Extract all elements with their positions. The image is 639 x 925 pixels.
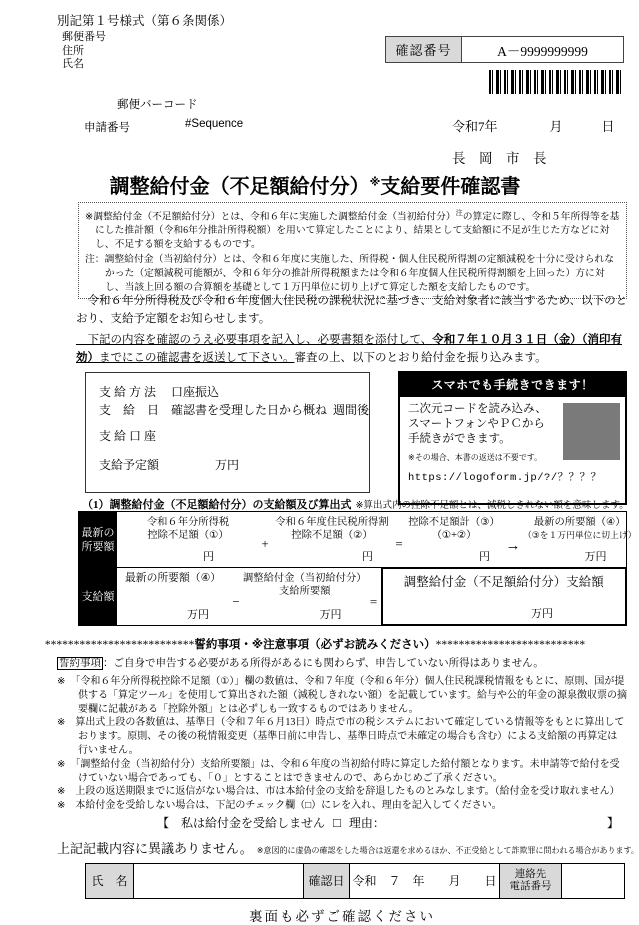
barcode [489, 70, 621, 94]
note-item-1: ※ 「令和６年分所得税控除不足額（①）」欄の数値は、令和７年度（令和６年分）個人住民税課税情報をもとに、原則、国が提供する「算定ツール」を使用して算出された額（減税しきれない額）を記載しています。給与や公的年金の源泉徴収票の摘要欄に記載がある「控除外額」とは必ずしも一致するものではありません。 [57, 676, 627, 715]
smartphone-box-body [400, 397, 625, 465]
calc-c3-title-2: （①+②） [431, 530, 477, 541]
equals-operator-2: = [369, 594, 378, 609]
plus-operator: + [261, 536, 269, 551]
qr-instruction-line-1: 二次元コードを読み込み、 [408, 403, 547, 415]
instruction-paragraph [76, 331, 629, 367]
calc-heading-note: ※算出式内の控除不足額とは、減税しきれない額を意味します。 [355, 501, 629, 511]
note-item-5: ※ 本給付金を受給しない場合は、下記のチェック欄（□）にレを入れ、理由を記入してください。 [57, 800, 502, 812]
calc-r2c2-title-2: 支給所要額 [279, 586, 331, 597]
payment-info-box [85, 372, 370, 493]
calc-c2-unit: 円 [362, 551, 373, 563]
calc-c4-title [523, 516, 636, 542]
payment-account-label: 支 給 口 座 [99, 429, 157, 443]
title-pre: 調整給付金（不足額給付分） [109, 176, 370, 198]
calc-latest-required-ref-cell [117, 568, 229, 625]
payment-account-row [99, 427, 369, 445]
arrow-icon: → [505, 538, 521, 554]
confirmation-number-label: 確認番号 [386, 37, 462, 62]
footer-reminder: 裏面も必ずご確認ください [249, 908, 435, 924]
calc-c4-unit: 万円 [584, 551, 607, 563]
payment-method-label: 支 給 方 法 [99, 385, 157, 399]
calc-row2-label-text: 支給額 [81, 590, 115, 603]
notes-section-header [0, 636, 630, 652]
contact-phone-input[interactable] [562, 864, 624, 898]
calc-c1-title [117, 516, 259, 542]
calc-c1-title-2: 控除不足額（①） [147, 530, 229, 541]
calc-result-unit: 万円 [531, 608, 553, 620]
calc-c3-title [405, 516, 503, 542]
page-title [0, 170, 630, 199]
confirm-date-input[interactable]: 令和 ７ 年 月 日 [350, 864, 500, 898]
notes-header-title: 誓約事項・※注意事項（必ずお読みください） [194, 639, 436, 651]
payment-amount-label: 支給予定額 [99, 458, 160, 472]
application-number-label: 申請番号 [84, 122, 130, 134]
recipient-block [62, 31, 106, 72]
definition-p1-rest: の算定に際し、令和５年所得等を基にした推計額（令和6年分推計所得税額）を用いて算定したことにより、結果として支給額に不足が生じた方などに対し、不足する額を支給するものです。 [95, 211, 620, 251]
title-sup: ※ [369, 176, 381, 189]
agreement-note: ※意図的に虚偽の確認をした場合は返還を求めるほか、不正受給として詐欺罪に問われる場合があります。 [256, 845, 639, 855]
mayor-signature: 長 岡 市 長 [452, 151, 547, 166]
calc-c4-title-1: 最新の所要額（④） [533, 517, 626, 528]
qr-code [563, 403, 620, 460]
calc-c4-title-2: （③を１万円単位に切上げ） [523, 530, 637, 540]
payment-amount-unit: 万円 [215, 458, 240, 472]
qr-note: ※その場合、本書の返送は不要です。 [408, 453, 543, 462]
decline-row [57, 814, 627, 831]
title-post: 支給要件確認書 [380, 176, 521, 198]
calc-r2c1-title: 最新の所要額（④） [125, 572, 222, 584]
signer-name-label: 氏 名 [86, 864, 134, 898]
instruction-underline-1: 下記の内容を確認のうえ必要事項を記入し、必要書類を添付して、 [76, 334, 433, 346]
decline-close-bracket: 】 [606, 815, 619, 830]
confirm-date-label: 確認日 [304, 864, 350, 898]
pledge-text: ：ご自身で申告する必要がある所得があるにも関わらず、申告していない所得はありません。 [103, 658, 544, 669]
qr-instruction-line-3: 手続きができます。 [408, 433, 511, 445]
calc-c2-title [271, 516, 393, 542]
calc-initial-benefit-cell [243, 568, 367, 625]
calc-table [78, 511, 637, 626]
calc-c3-unit: 円 [479, 551, 490, 563]
calc-r2c2-unit: 万円 [319, 609, 342, 621]
stars-right: ************************** [435, 639, 586, 651]
calc-heading-text: （1）調整給付金（不足額給付分）の支給額及び算出式 [82, 499, 352, 511]
decline-reason-label: 理由： [348, 815, 385, 830]
calc-row1-label-line1: 最新の [81, 526, 115, 539]
pledge-line [57, 655, 627, 670]
calc-r2c2-title-1: 調整給付金（当初給付分） [243, 573, 367, 584]
form-number: 別記第１号様式（第６条関係） [57, 14, 233, 28]
calc-resident-tax-shortfall-cell [271, 512, 393, 567]
notice-paragraph: 令和６年分所得税及び令和６年度個人住民税の課税状況に基づき、支給対象者に該当するため、以下のとおり、支給予定額をお知らせします。 [76, 295, 628, 325]
smartphone-box-header: スマホでも手続きできます！ [400, 373, 625, 397]
calc-c2-title-2: 控除不足額（②） [291, 530, 373, 541]
note-item-3: ※ 「調整給付金（当初給付分）支給所要額」は、令和６年度の当初給付時に算定した給付額となります。未申請等で給付を受けていない場合であっても、「０」とすることはできませんので、あらかじめご了承ください。 [57, 758, 620, 784]
name-label: 氏名 [62, 58, 84, 70]
procedure-url[interactable]: https://logoform.jp/?/？？？？ [408, 472, 602, 484]
payment-date-unit: 週間後 [332, 403, 369, 417]
postal-code-label: 郵便番号 [62, 31, 106, 43]
payment-date-value: 確認書を受理した日から概ね [171, 403, 328, 417]
calc-latest-required-cell [523, 512, 636, 567]
definition-box [78, 202, 627, 299]
calc-row-payment-amount [79, 568, 626, 625]
definition-paragraph-1 [85, 207, 621, 252]
calc-r2c1-unit: 万円 [187, 609, 209, 621]
calc-result-box [381, 567, 627, 626]
calc-result-title: 調整給付金（不足額給付分）支給額 [403, 575, 604, 589]
payment-method-row [99, 383, 369, 401]
contact-label-line1: 連絡先 [514, 868, 547, 880]
calc-row-latest-required [79, 512, 637, 568]
bottom-section [57, 655, 639, 925]
address-label: 住所 [62, 44, 84, 57]
calc-income-tax-shortfall-cell [117, 512, 259, 567]
decline-checkbox[interactable]: □ [333, 814, 341, 830]
instruction-rest: 審査の上、以下のとおり給付金を振り込みます。 [294, 352, 547, 364]
payment-method-value: 口座振込 [171, 385, 220, 399]
agreement-text: 上記記載内容に異議ありません。 [57, 840, 253, 856]
application-number-value: #Sequence [185, 118, 244, 130]
payment-account-blank[interactable] [171, 427, 369, 445]
payment-date-label: 支 給 日 [99, 403, 160, 417]
calc-row2-label [79, 568, 117, 625]
definition-paragraph-2: 注：調整給付金（当初給付分）とは、令和６年度に実施した、所得税・個人住民税所得割の定額減税を十分に受けられなかった（定額減税可能額が、令和６年分の推計所得税額または令和６年度個人住民税所得割額を上回った）方に対し、当該上回る額の合算額を基礎として１万円単位に切り上げて算定した額を支給したものです。 [85, 253, 615, 293]
postal-barcode-label: 郵便バーコード [117, 99, 198, 111]
agreement-line [57, 838, 639, 858]
definition-p1-text: ※調整給付金（不足額給付分）とは、令和６年に実施した調整給付金（当初給付分） [85, 211, 456, 223]
confirmation-signature-table [85, 863, 625, 899]
calc-c3-title-1: 控除不足額計（③） [408, 517, 500, 528]
confirmation-number-box [385, 36, 624, 63]
calc-row1-label-line2: 所要額 [81, 540, 115, 553]
decline-open-text: 【 私は給付金を受給しません [157, 815, 326, 830]
confirmation-number-value: A－9999999999 [497, 43, 588, 59]
calc-shortfall-total-cell [405, 512, 503, 567]
contact-phone-label [500, 864, 562, 898]
payment-date-row [99, 401, 369, 419]
equals-operator: = [395, 536, 403, 551]
smartphone-procedure-box [398, 371, 627, 505]
signer-name-input[interactable] [134, 864, 304, 898]
calc-c1-title-1: 令和６年分所得税 [146, 517, 230, 528]
payment-amount-blank[interactable] [171, 456, 215, 474]
definition-p1-sup: 注 [455, 209, 463, 217]
calc-r2c2-title [243, 572, 367, 598]
calc-c1-unit: 円 [203, 551, 214, 563]
contact-label-line2: 電話番号 [509, 880, 552, 892]
issue-date-line: 令和7年 月 日 [452, 119, 615, 134]
note-item-2: ※ 算出式上段の各数値は、基準日（令和７年６月13日）時点で市の税システムにおいて確定している情報等をもとに算出しております。原則、その後の税情報変更（基準日前に申告し、基準日時点で未確定の場合も含む）による支給額の再算定は行いません。 [57, 717, 625, 756]
pledge-label: 誓約事項 [59, 658, 101, 669]
note-item-4: ※ 上段の返送期限までに返信がない場合は、市は本給付金の支給を辞退したものとみなします。（給付金を受け取れません） [57, 786, 620, 798]
calc-c2-title-1: 令和６年度住民税所得割 [275, 517, 389, 528]
instruction-underline-2: までにこの確認書を返送して下さい。 [99, 352, 295, 364]
smartphone-box-text [408, 402, 563, 465]
qr-instruction-line-2: スマートフォンやＰＣから [408, 418, 545, 430]
stars-left: ************************** [44, 639, 195, 651]
instruction-deadline: 令和７年１０月３１日（金）（消印有効） [76, 334, 623, 364]
payment-amount-row [99, 456, 369, 474]
minus-operator: − [232, 594, 240, 609]
notes-list [57, 675, 627, 813]
calc-row1-label [79, 512, 117, 567]
